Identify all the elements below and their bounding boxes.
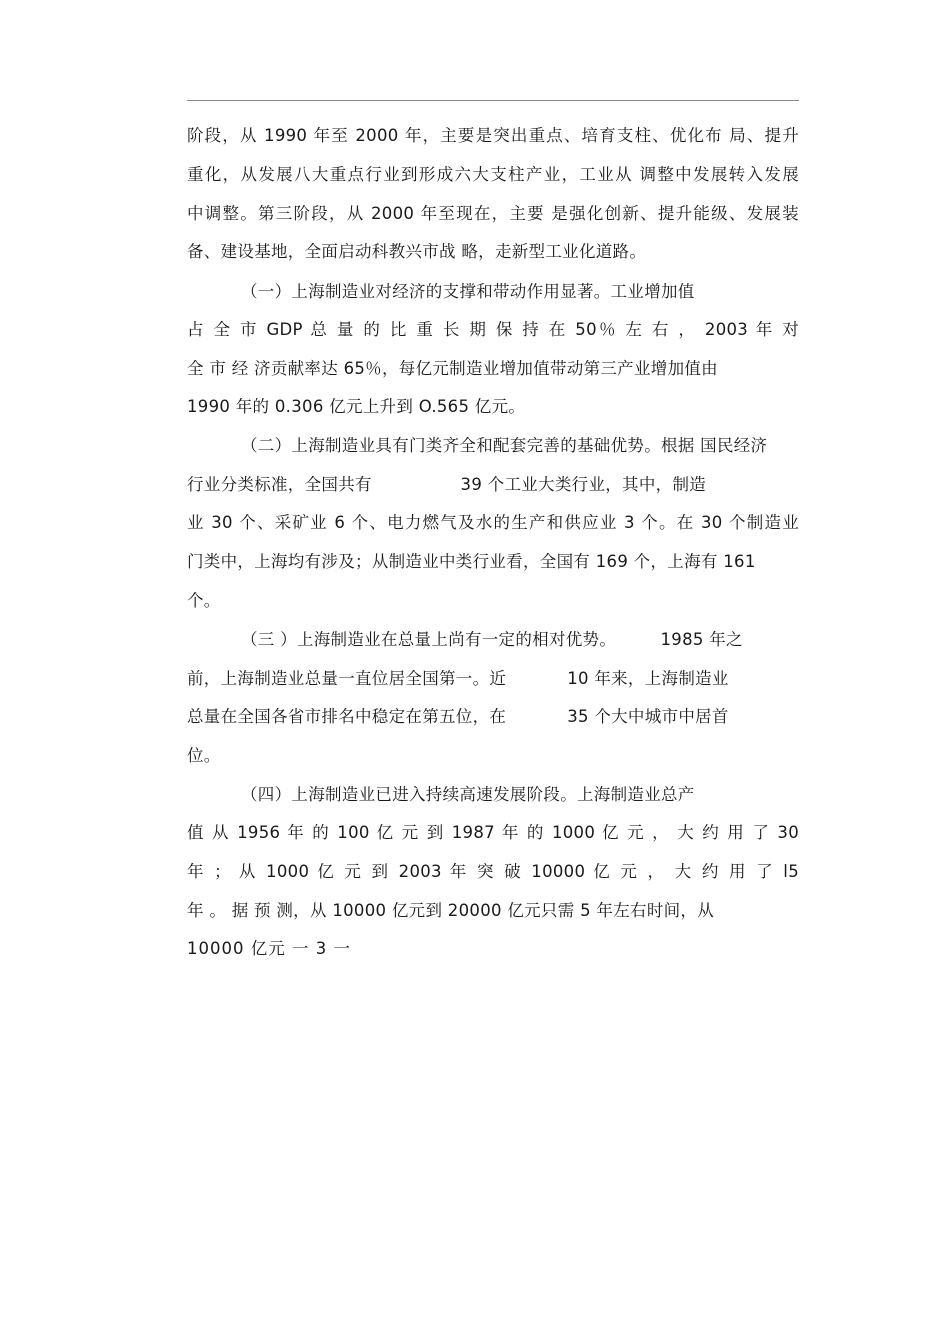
text-line: 行业分类标准，全国共有 39 个工业大类行业，其中，制造 [187, 475, 707, 494]
text-line: 值 从 1956 年 的 100 亿 元 到 1987 年 的 1000 亿 元 ， 大 约 用 了 30 [187, 823, 799, 842]
text-line: 重化，从发展八大重点行业到形成六大支柱产业，工业从 调整中发展转入发展 [187, 165, 799, 184]
text-line: 1990 年的 0.306 亿元上升到 O.565 亿元。 [187, 397, 526, 416]
paragraph-heading: （二）上海制造业具有门类齐全和配套完善的基础优势。根据 国民经济 [241, 436, 768, 455]
text-line-page-number: 10000 亿元 一 3 一 [187, 939, 351, 958]
text-line: 业 30 个、采矿业 6 个、电力燃气及水的生产和供应业 3 个。在 30 个制造业 [187, 513, 799, 532]
text-line: 位。 [187, 746, 221, 765]
paragraph-heading: （一）上海制造业对经济的支撑和带动作用显著。工业增加值 [241, 282, 695, 301]
text-line: 年 ； 从 1000 亿 元 到 2003 年 突 破 10000 亿 元 ， 大 约 用 了 l5 [187, 862, 799, 881]
text-line: 前，上海制造业总量一直位居全国第一。近 10 年来，上海制造业 [187, 669, 729, 688]
header-rule [187, 100, 799, 101]
text-line: 阶段，从 1990 年至 2000 年，主要是突出重点、培育支柱、优化布 局、提升 [187, 126, 799, 145]
paragraph-heading: （三 ）上海制造业在总量上尚有一定的相对优势。 1985 年之 [241, 630, 743, 649]
text-line: 门类中，上海均有涉及；从制造业中类行业看，全国有 169 个，上海有 161 [187, 552, 756, 571]
text-line: 个。 [187, 591, 221, 610]
text-line: 年 。 据 预 测，从 10000 亿元到 20000 亿元只需 5 年左右时间，从 [187, 901, 715, 920]
paragraph-heading: （四）上海制造业已进入持续高速发展阶段。上海制造业总产 [241, 785, 695, 804]
text-line: 全 市 经 济贡献率达 65％，每亿元制造业增加值带动第三产业增加值由 [187, 359, 718, 378]
text-line: 中调整。第三阶段，从 2000 年至现在，主要 是强化创新、提升能级、发展装 [187, 204, 799, 223]
text-line: 备、建设基地，全面启动科教兴市战 略，走新型工业化道路。 [187, 242, 647, 261]
text-line: 占 全 市 GDP 总 量 的 比 重 长 期 保 持 在 50％ 左 右 ， 2003 年 对 [187, 320, 799, 339]
text-line: 总量在全国各省市排名中稳定在第五位，在 35 个大中城市中居首 [187, 707, 729, 726]
